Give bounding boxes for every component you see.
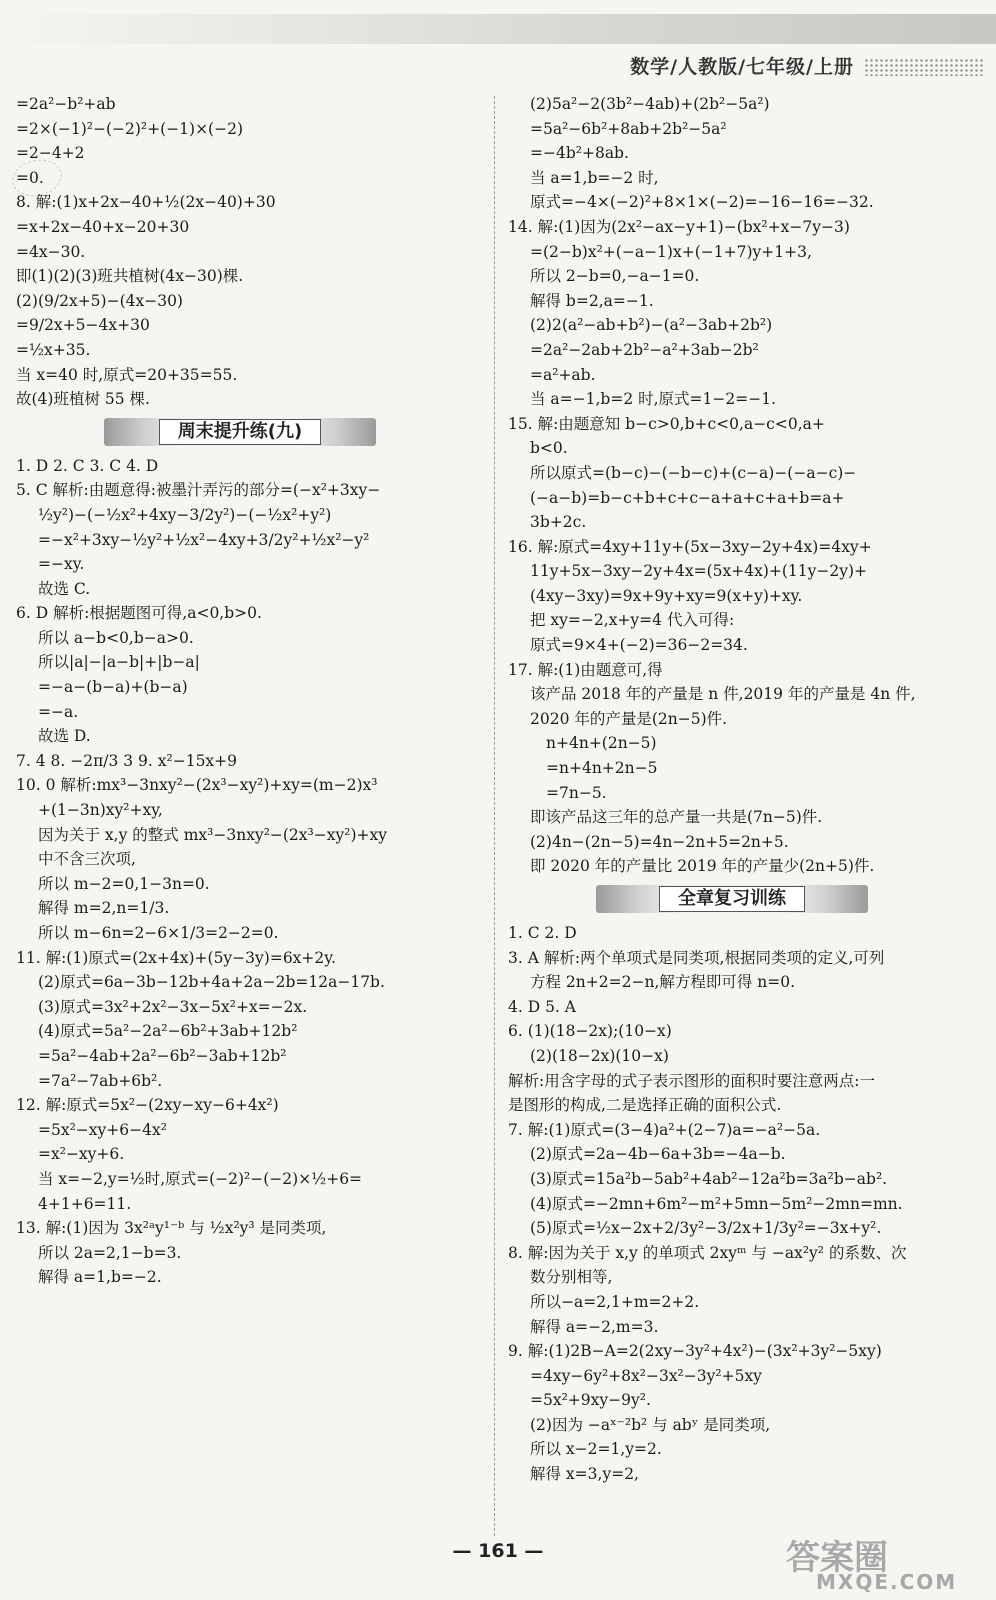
banner-box	[596, 885, 868, 913]
text-line: (3)原式=15a²b−5ab²+4ab²−12a²b=3a²b−ab².	[530, 1169, 888, 1188]
text-line: =7n−5.	[546, 783, 607, 802]
text-line: 中不含三次项,	[38, 850, 136, 869]
text-line: =2−4+2	[16, 144, 85, 163]
text-line: =5x²−xy+6−4x²	[38, 1120, 167, 1139]
text-line: 即(1)(2)(3)班共植树(4x−30)棵.	[16, 267, 244, 286]
section-banner-review	[508, 883, 978, 917]
text-line: 解得 a=−2,m=3.	[530, 1317, 659, 1336]
text-line: 该产品 2018 年的产量是 n 件,2019 年的产量是 4n 件,	[530, 685, 916, 704]
text-line: n+4n+(2n−5)	[546, 734, 657, 753]
text-line: 即 2020 年的产量比 2019 年的产量少(2n+5)件.	[530, 857, 875, 876]
page-number: — 161 —	[452, 1540, 544, 1562]
text-line: (2)(9/2x+5)−(4x−30)	[16, 291, 183, 310]
text-line: 13. 解:(1)因为 3x²ᵃy¹⁻ᵇ 与 ½x²y³ 是同类项,	[16, 1219, 327, 1238]
watermark-url: MXQE.COM	[816, 1570, 958, 1594]
page-header	[0, 0, 996, 86]
text-line: =4x−30.	[16, 242, 86, 261]
text-line: 当 a=1,b=−2 时,	[530, 168, 659, 187]
text-line: (2)原式=6a−3b−12b+4a+2a−2b=12a−17b.	[38, 973, 385, 992]
text-line: (2)4n−(2n−5)=4n−2n+5=2n+5.	[530, 832, 789, 851]
text-line: =(2−b)x²+(−a−1)x+(−1+7)y+1+3,	[530, 242, 812, 261]
text-line: =0.	[16, 168, 44, 187]
text-line: 故选 C.	[38, 579, 91, 598]
banner-box	[104, 418, 376, 446]
text-line: 10. 0 解析:mx³−3nxy²−(2x³−xy²)+xy=(m−2)x³	[16, 776, 378, 795]
left-column	[16, 92, 486, 1290]
text-line: =5x²+9xy−9y².	[530, 1391, 651, 1410]
text-line: (−a−b)=b−c+b+c+c−a+a+c+a+b=a+	[530, 488, 845, 507]
text-line: 所以 m−6n=2−6×1/3=2−2=0.	[38, 924, 279, 942]
text-line: 所以 2−b=0,−a−1=0.	[530, 267, 700, 286]
text-line: =a²+ab.	[530, 365, 596, 384]
text-line: 8. 解:因为关于 x,y 的单项式 2xyᵐ 与 −ax²y² 的系数、次	[508, 1243, 907, 1262]
text-line: (3)原式=3x²+2x²−3x−5x²+x=−2x.	[38, 997, 308, 1016]
text-line: 3b+2c.	[530, 513, 587, 532]
text-line: =−x²+3xy−½y²+½x²−4xy+3/2y²+½x²−y²	[38, 530, 370, 549]
text-line: (2)(18−2x)(10−x)	[530, 1046, 669, 1065]
text-line: =½x+35.	[16, 340, 91, 359]
text-line: (2)5a²−2(3b²−4ab)+(2b²−5a²)	[530, 95, 770, 113]
text-line: 4. D 5. A	[508, 997, 576, 1016]
text-line: 故(4)班植树 55 棵.	[16, 390, 150, 409]
text-line: 是图形的构成,二是选择正确的面积公式.	[508, 1096, 782, 1115]
text-line: 所以−a=2,1+m=2+2.	[530, 1292, 700, 1311]
text-line: 所以 m−2=0,1−3n=0.	[38, 874, 210, 893]
text-line: 所以 2a=2,1−b=3.	[38, 1243, 182, 1262]
text-line: =x²−xy+6.	[38, 1145, 125, 1164]
watermark-logo-text: 答案圈	[786, 1538, 888, 1578]
text-line: 6. D 解析:根据题图可得,a<0,b>0.	[16, 604, 262, 623]
text-line: 12. 解:原式=5x²−(2xy−xy−6+4x²)	[16, 1096, 279, 1115]
text-line: 5. C 解析:由题意得:被墨汁弄污的部分=(−x²+3xy−	[16, 481, 381, 500]
text-line: 解得 x=3,y=2,	[530, 1465, 639, 1484]
text-line: 7. 4 8. −2π/3 3 9. x²−15x+9	[16, 751, 238, 770]
right-column	[508, 92, 978, 1487]
text-line: 原式=−4×(−2)²+8×1×(−2)=−16−16=−32.	[530, 193, 874, 212]
text-line: (4)原式=5a²−2a²−6b²+3ab+12b²	[38, 1022, 298, 1041]
text-line: 当 x=−2,y=½时,原式=(−2)²−(−2)×½+6=	[38, 1169, 363, 1188]
text-line: 解得 a=1,b=−2.	[38, 1268, 162, 1287]
text-line: ½y²)−(−½x²+4xy−3/2y²)−(−½x²+y²)	[38, 505, 332, 524]
text-line: 17. 解:(1)由题意可,得	[508, 660, 663, 679]
text-line: 1. D 2. C 3. C 4. D	[16, 456, 159, 475]
text-line: 8. 解:(1)x+2x−40+½(2x−40)+30	[16, 193, 276, 212]
text-line: 把 xy=−2,x+y=4 代入可得:	[530, 611, 735, 630]
text-line: (2)2(a²−ab+b²)−(a²−3ab+2b²)	[530, 316, 773, 335]
text-line: =2a²−b²+ab	[16, 95, 116, 113]
text-line: 4+1+6=11.	[38, 1194, 132, 1213]
text-line: =2a²−2ab+2b²−a²+3ab−2b²	[530, 340, 759, 359]
text-line: 因为关于 x,y 的整式 mx³−3nxy²−(2x³−xy²)+xy	[38, 825, 387, 844]
text-line: 当 a=−1,b=2 时,原式=1−2=−1.	[530, 390, 777, 409]
header-strip	[0, 14, 996, 44]
text-line: =7a²−7ab+6b².	[38, 1071, 163, 1090]
header-title: 数学/人教版/七年级/上册	[630, 56, 854, 78]
text-line: (2)因为 −aˣ⁻²b² 与 abʸ 是同类项,	[530, 1415, 771, 1434]
text-line: 所以|a|−|a−b|+|b−a|	[38, 653, 200, 672]
text-line: 11y+5x−3xy−2y+4x=(5x+4x)+(11y−2y)+	[530, 562, 868, 581]
text-line: 所以 x−2=1,y=2.	[530, 1440, 662, 1459]
text-line: +(1−3n)xy²+xy,	[38, 801, 163, 820]
text-line: b<0.	[530, 439, 568, 458]
text-line: =4xy−6y²+8x²−3x²−3y²+5xy	[530, 1366, 762, 1385]
text-line: 解得 m=2,n=1/3.	[38, 899, 170, 918]
text-line: 11. 解:(1)原式=(2x+4x)+(5y−3y)=6x+2y.	[16, 948, 336, 967]
text-line: 解得 b=2,a=−1.	[530, 291, 654, 310]
column-divider	[494, 96, 495, 1536]
text-line: 7. 解:(1)原式=(3−4)a²+(2−7)a=−a²−5a.	[508, 1120, 821, 1139]
text-line: =−a−(b−a)+(b−a)	[38, 678, 188, 697]
text-line: 方程 2n+2=2−n,解方程即可得 n=0.	[530, 973, 796, 992]
text-line: =2×(−1)²−(−2)²+(−1)×(−2)	[16, 119, 243, 138]
text-line: 14. 解:(1)因为(2x²−ax−y+1)−(bx²+x−7y−3)	[508, 217, 850, 236]
banner-title: 周末提升练(九)	[159, 419, 321, 445]
text-line: 即该产品这三年的总产量一共是(7n−5)件.	[530, 808, 823, 827]
text-line: (4)原式=−2mn+6m²−m²+5mn−5m²−2mn=mn.	[530, 1194, 903, 1213]
text-line: =−xy.	[38, 555, 85, 574]
text-line: (4xy−3xy)=9x+9y+xy=9(x+y)+xy.	[530, 586, 803, 605]
text-line: =5a²−4ab+2a²−6b²−3ab+12b²	[38, 1046, 287, 1065]
text-line: 9. 解:(1)2B−A=2(2xy−3y²+4x²)−(3x²+3y²−5xy)	[508, 1342, 882, 1361]
text-line: 3. A 解析:两个单项式是同类项,根据同类项的定义,可列	[508, 948, 885, 967]
text-line: =x+2x−40+x−20+30	[16, 217, 190, 236]
text-line: (2)原式=2a−4b−6a+3b=−4a−b.	[530, 1145, 786, 1164]
text-line: (5)原式=½x−2x+2/3y²−3/2x+1/3y²=−3x+y².	[530, 1219, 882, 1238]
text-line: 当 x=40 时,原式=20+35=55.	[16, 365, 238, 384]
section-banner-weekend	[16, 416, 486, 450]
banner-title: 全章复习训练	[659, 886, 805, 912]
text-line: 6. (1)(18−2x);(10−x)	[508, 1022, 672, 1041]
text-line: 1. C 2. D	[508, 924, 577, 942]
text-line: =9/2x+5−4x+30	[16, 316, 150, 335]
text-line: 16. 解:原式=4xy+11y+(5x−3xy−2y+4x)=4xy+	[508, 537, 872, 556]
text-line: 所以原式=(b−c)−(−b−c)+(c−a)−(−a−c)−	[530, 463, 857, 482]
text-line: 解析:用含字母的式子表示图形的面积时要注意两点:一	[508, 1071, 875, 1090]
watermark-logo	[776, 1530, 976, 1594]
text-line: 原式=9×4+(−2)=36−2=34.	[530, 636, 748, 655]
text-line: 15. 解:由题意知 b−c>0,b+c<0,a−c<0,a+	[508, 414, 825, 433]
text-line: =n+4n+2n−5	[546, 759, 658, 778]
text-line: =5a²−6b²+8ab+2b²−5a²	[530, 119, 727, 138]
text-line: 所以 a−b<0,b−a>0.	[38, 628, 194, 647]
text-line: =−4b²+8ab.	[530, 144, 629, 163]
text-line: 2020 年的产量是(2n−5)件.	[530, 709, 728, 728]
text-line: 数分别相等,	[530, 1268, 613, 1287]
text-line: 故选 D.	[38, 727, 91, 746]
text-line: =−a.	[38, 702, 79, 721]
header-dots-decoration	[864, 58, 984, 76]
